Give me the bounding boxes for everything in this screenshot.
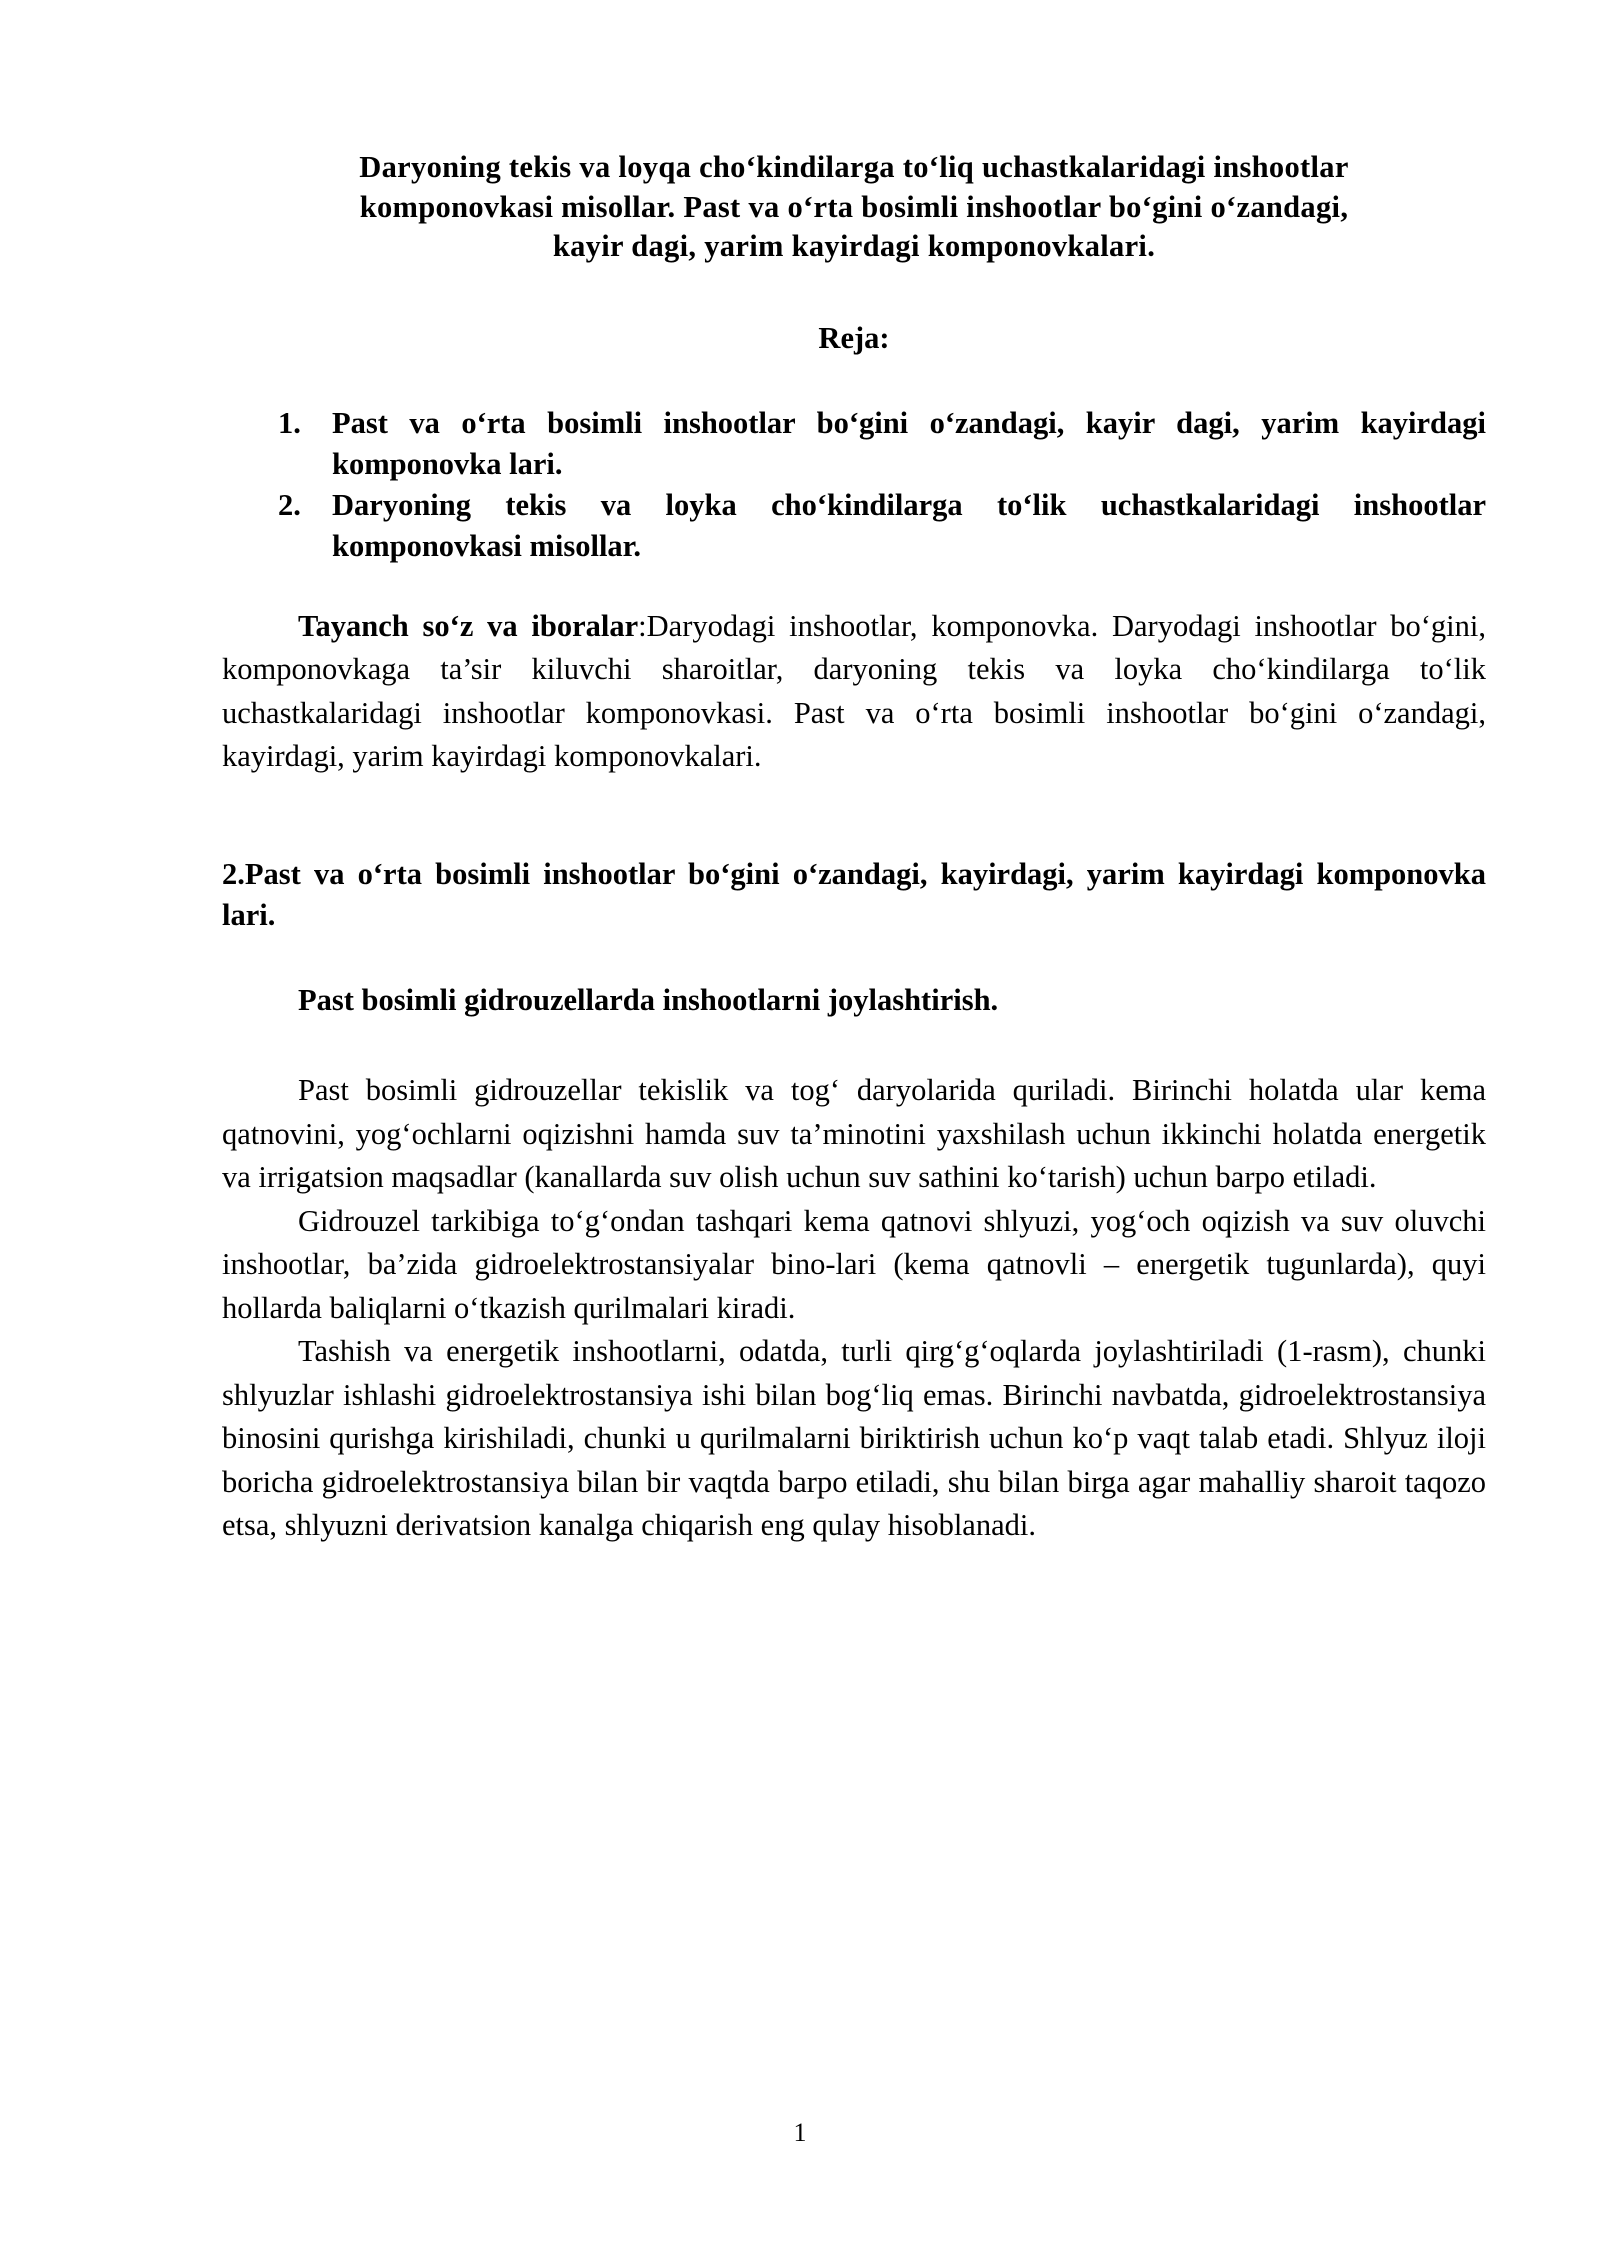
body-paragraph: Tashish va energetik inshootlarni, odatda, turli qirg‘g‘oqlarda joylashtiriladi (1-rasm), chunki shlyuzlar ishlashi gidroelektrostansiya ishi bilan bog‘liq emas. Birinchi navbatda, gidroelektrostansiya binosini qurishga kirishiladi, chunki u qurilmalarni biriktirish uchun ko‘p vaqt talab etadi. Shlyuz iloji boricha gidroelektrostansiya bilan bir vaqtda barpo etiladi, shu bilan birga agar mahalliy sharoit taqozo etsa, shlyuzni derivatsion kanalga chiqarish eng qulay hisoblanadi. xyxy=(222,1334,1486,1543)
keywords-body: :Daryodagi inshootlar, komponovka. Daryodagi inshootlar bo‘gini, komponovkaga ta’sir kiluvchi sharoitlar, daryoning tekis va loyka cho‘kindilarga to‘lik uchastkalaridagi inshootlar komponovkasi. Past va o‘rta bosimli inshootlar bo‘gini o‘zandagi, kayirdagi, yarim kayirdagi komponovkalari. xyxy=(222,608,1486,773)
list-item-label: Past va o‘rta bosimli inshootlar bo‘gini o‘zandagi, kayir dagi, yarim kayirdagi komponovka lari. xyxy=(332,405,1486,481)
keywords-paragraph xyxy=(222,567,1486,779)
page-title xyxy=(222,0,1486,267)
page-number: 1 xyxy=(793,2118,807,2147)
keywords-label: Tayanch so‘z va iboralar xyxy=(298,608,639,643)
list-item-marker: 2. xyxy=(278,487,301,522)
plan-list xyxy=(222,359,1486,567)
page-title-line-3: kayir dagi, yarim kayirdagi komponovkalari. xyxy=(552,229,1156,264)
sub-heading: Past bosimli gidrouzellarda inshootlarni joylashtirish. xyxy=(298,983,999,1018)
plan-heading: Reja: xyxy=(818,320,890,355)
list-item-label: Daryoning tekis va loyka cho‘kindilarga to‘lik uchastkalaridagi inshootlar komponovkasi misollar. xyxy=(332,487,1486,563)
body-paragraph: Gidrouzel tarkibiga to‘g‘ondan tashqari kema qatnovi shlyuzi, yog‘och oqizish va suv oluvchi inshootlar, ba’zida gidroelektrostansiyalar bino-lari (kema qatnovli – energetik tugunlarda), quyi hollarda baliqlarni o‘tkazish qurilmalari kiradi. xyxy=(222,1203,1486,1325)
page-title-line-1: Daryoning tekis va loyqa cho‘kindilarga to‘liq uchastkalaridagi inshootlar xyxy=(359,150,1349,184)
section-heading: 2.Past va o‘rta bosimli inshootlar bo‘gini o‘zandagi, kayirdagi, yarim kayirdagi komponovka lari. xyxy=(222,857,1486,933)
page-title-line-2: komponovkasi misollar. Past va o‘rta bosimli inshootlar bo‘gini o‘zandagi, xyxy=(359,189,1349,224)
list-item xyxy=(274,403,1486,485)
list-item-marker: 1. xyxy=(278,405,301,440)
list-item xyxy=(274,485,1486,567)
page-content xyxy=(222,0,1486,1547)
body-text xyxy=(222,1021,1486,1547)
body-paragraph: Past bosimli gidrouzellar tekislik va tog‘ daryolarida quriladi. Birinchi holatda ular kema qatnovini, yog‘ochlarni oqizishni hamda suv ta’minotini yaxshilash uchun ikkinchi holatda energetik va irrigatsion maqsadlar (kanallarda suv olish uchun suv sathini ko‘tarish) uchun barpo etiladi. xyxy=(222,1073,1486,1195)
